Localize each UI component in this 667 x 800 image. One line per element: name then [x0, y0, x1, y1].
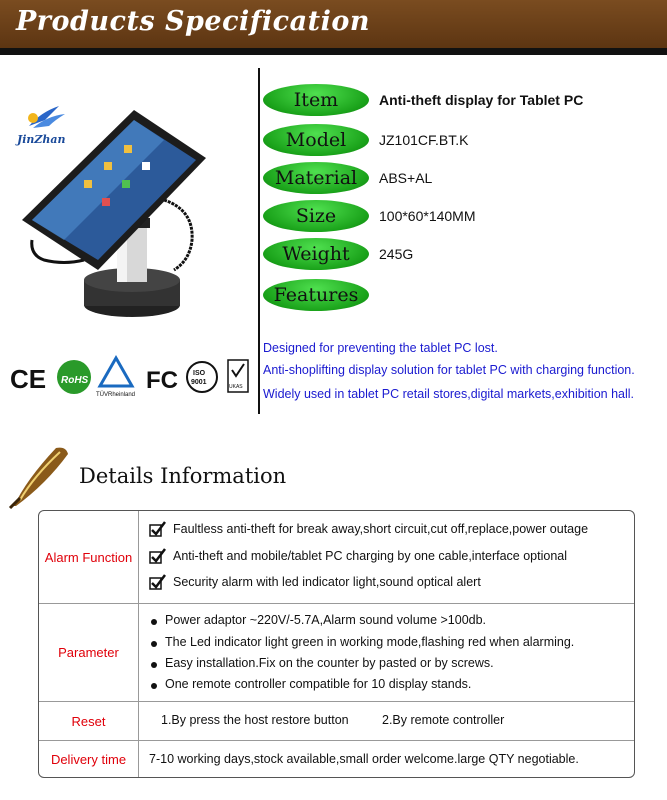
bullet-icon [151, 641, 157, 647]
spec-label-pill: Item [263, 84, 369, 116]
row-content [139, 741, 634, 777]
iso9001-icon [187, 362, 217, 392]
list-item: Power adaptor ~220V/-5.7A,Alarm sound volume >100db. [165, 613, 487, 627]
svg-text:TÜVRheinland: TÜVRheinland [96, 392, 136, 398]
reset-option: 2.By remote controller [382, 713, 505, 727]
reset-option: 1.By press the host restore button [161, 713, 349, 727]
svg-text:9001: 9001 [191, 379, 207, 386]
spec-value: ABS+AL [379, 170, 433, 186]
brand-logo-text: JinZhan [17, 133, 66, 146]
row-content [139, 604, 634, 701]
table-row-delivery [39, 741, 634, 777]
row-label: Reset [39, 702, 139, 740]
page-title: Products Specification [16, 6, 370, 37]
table-row-parameter [39, 604, 634, 702]
ukas-icon [228, 360, 248, 392]
quill-icon [6, 440, 72, 510]
rohs-icon [57, 360, 91, 394]
svg-text:ISO: ISO [193, 370, 206, 377]
fc-icon [146, 367, 178, 394]
spec-label-pill: Material [263, 162, 369, 194]
details-table [38, 510, 635, 778]
list-item: Easy installation.Fix on the counter by pasted or by screws. [165, 656, 494, 670]
bullet-icon [151, 619, 157, 625]
bullet-icon [151, 662, 157, 668]
feature-line: Anti-shoplifting display solution for tablet PC with charging function. [263, 363, 635, 377]
list-item: Anti-theft and mobile/tablet PC charging by one cable,interface optional [173, 549, 567, 563]
section-divider [258, 68, 260, 414]
row-label: Delivery time [39, 741, 139, 777]
checkbox-checked-icon [149, 574, 167, 590]
table-row-alarm [39, 511, 634, 604]
ce-mark-icon [10, 364, 46, 394]
details-title: Details Information [79, 464, 287, 488]
list-item: The Led indicator light green in working mode,flashing red when alarming. [165, 635, 575, 649]
certifications-row [8, 352, 253, 402]
list-item: Security alarm with led indicator light,sound optical alert [173, 575, 481, 589]
spec-value: 245G [379, 246, 414, 262]
svg-text:UKAS: UKAS [229, 384, 243, 390]
row-label: Alarm Function [39, 511, 139, 603]
delivery-text: 7-10 working days,stock available,small order welcome.large QTY negotiable. [149, 752, 579, 766]
header-divider [0, 48, 667, 55]
product-photo [14, 100, 214, 330]
checkbox-checked-icon [149, 521, 167, 537]
spec-label-pill: Features [263, 279, 369, 311]
row-label: Parameter [39, 604, 139, 701]
checkbox-checked-icon [149, 548, 167, 564]
spec-label-pill: Model [263, 124, 369, 156]
feature-line: Widely used in tablet PC retail stores,digital markets,exhibition hall. [263, 387, 635, 401]
feature-line: Designed for preventing the tablet PC lost. [263, 341, 498, 355]
tuv-icon [96, 358, 135, 398]
bullet-icon [151, 683, 157, 689]
row-content [139, 511, 634, 603]
list-item: One remote controller compatible for 10 display stands. [165, 677, 472, 691]
table-row-reset [39, 702, 634, 741]
spec-value: Anti-theft display for Tablet PC [379, 92, 584, 108]
svg-text:FC: FC [146, 367, 178, 394]
list-item: Faultless anti-theft for break away,short circuit,cut off,replace,power outage [173, 522, 589, 536]
svg-text:CE: CE [10, 364, 47, 394]
header-banner [0, 0, 667, 48]
spec-value: JZ101CF.BT.K [379, 132, 469, 148]
row-content [139, 702, 634, 740]
spec-value: 100*60*140MM [379, 208, 476, 224]
spec-label-pill: Size [263, 200, 369, 232]
spec-label-pill: Weight [263, 238, 369, 270]
svg-text:RoHS: RoHS [61, 375, 89, 386]
